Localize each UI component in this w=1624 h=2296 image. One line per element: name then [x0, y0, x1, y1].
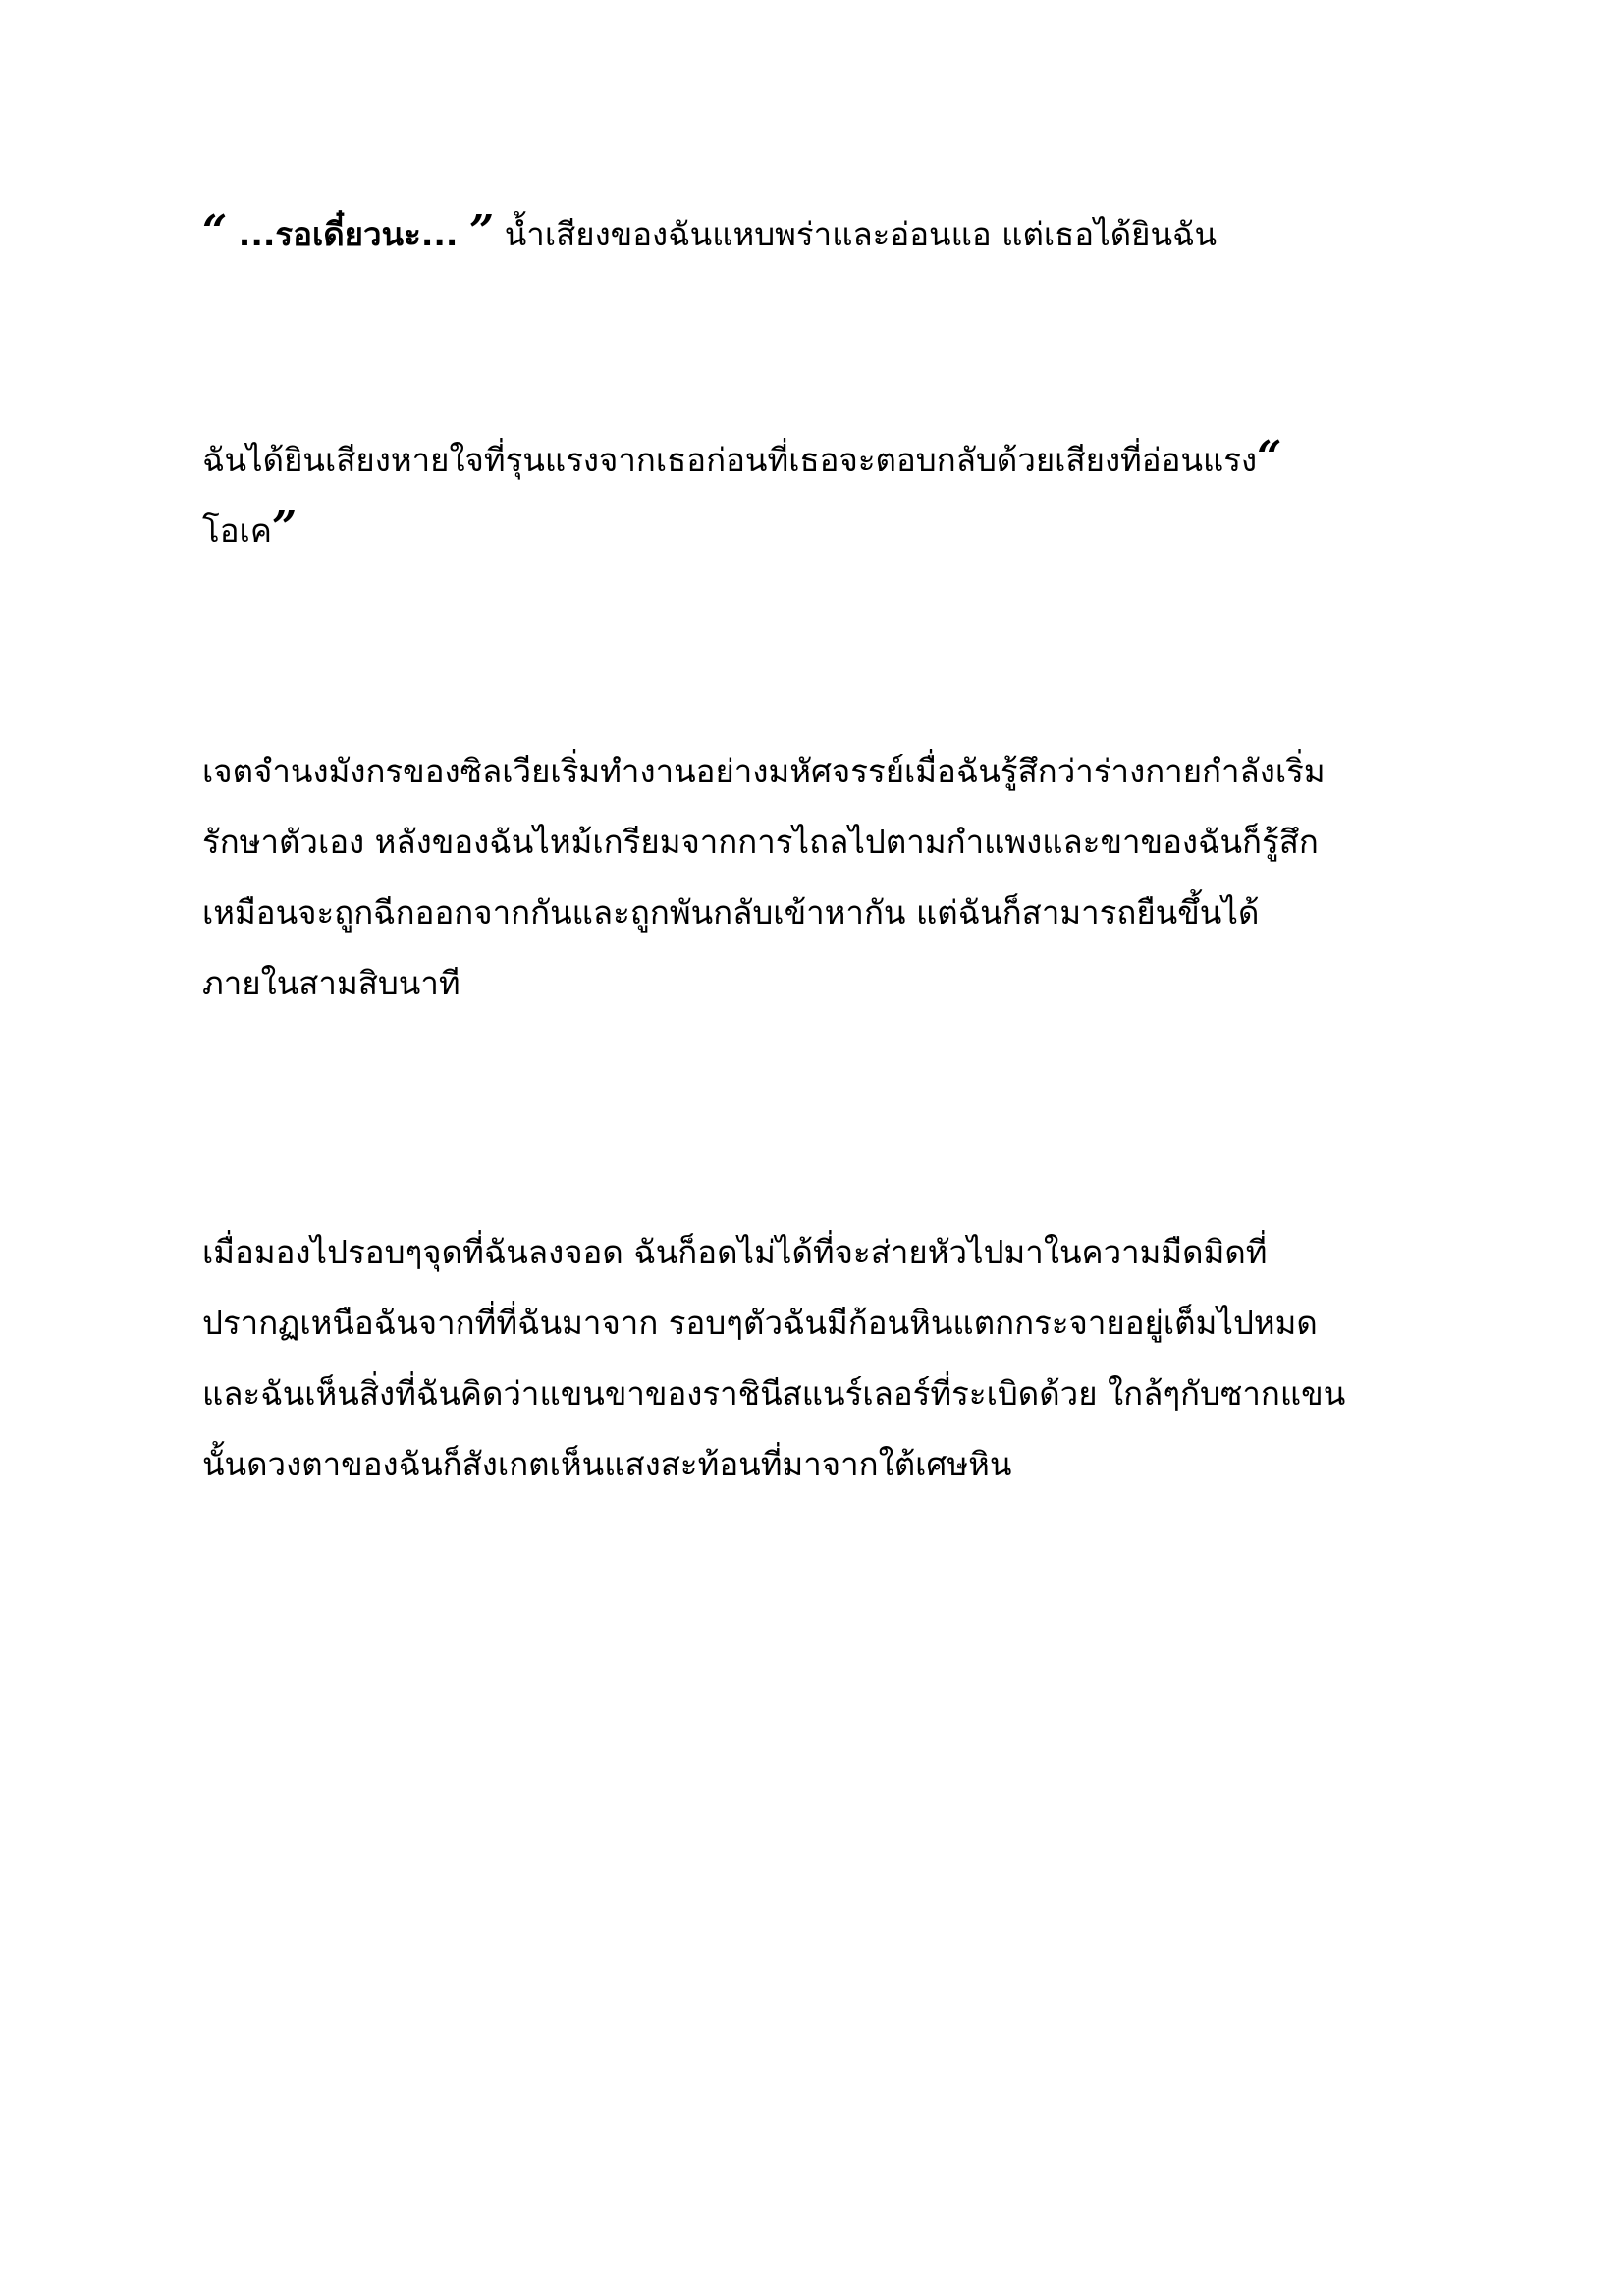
paragraph-4	[202, 1227, 1430, 1510]
dialogue-text: ...รอเดี๋ยวนะ...	[227, 215, 469, 253]
paragraph-line	[202, 206, 1430, 257]
paragraph-line	[202, 503, 1430, 554]
paragraph-line: นั้นดวงตาของฉันก็สังเกตเห็นแสงสะท้อนที่มาจากใต้เศษหิน	[202, 1445, 1012, 1483]
open-quote: “	[202, 206, 228, 256]
paragraph-line: เมื่อมองไปรอบๆจุดที่ฉันลงจอด ฉันก็อดไม่ได้ที่จะส่ายหัวไปมาในความมืดมิดที่	[202, 1233, 1268, 1271]
paragraph-line: เจตจำนงมังกรของซิลเวียเริ่มทำงานอย่างมหัศจรรย์เมื่อฉันรู้สึกว่าร่างกายกำลังเริ่ม	[202, 752, 1326, 790]
close-quote: ”	[271, 503, 298, 553]
paragraph-line: เหมือนจะถูกฉีกออกจากกันและถูกพันกลับเข้าหากัน แต่ฉันก็สามารถยืนขึ้นได้	[202, 893, 1260, 932]
paragraph-line: และฉันเห็นสิ่งที่ฉันคิดว่าแขนขาของราชินีสแนร์เลอร์ที่ระเบิดด้วย ใกล้ๆกับซากแขน	[202, 1374, 1346, 1413]
narration-text: น้ำเสียงของฉันแหบพร่าและอ่อนแอ แต่เธอได้ยินฉัน	[494, 215, 1218, 253]
paragraph-line: รักษาตัวเอง หลังของฉันไหม้เกรียมจากการไถลไปตามกำแพงและขาของฉันก็รู้สึก	[202, 823, 1319, 861]
paragraph-line: ภายในสามสิบนาที	[202, 964, 460, 1002]
paragraph-line: ปรากฏเหนือฉันจากที่ที่ฉันมาจาก รอบๆตัวฉันมีก้อนหินแตกกระจายอยู่เต็มไปหมด	[202, 1304, 1318, 1342]
paragraph-2	[202, 432, 1430, 554]
narration-text: ฉันได้ยินเสียงหายใจที่รุนแรงจากเธอก่อนที่เธอจะตอบกลับด้วยเสียงที่อ่อนแรง	[202, 441, 1258, 479]
paragraph-line	[202, 432, 1430, 503]
open-quote: “	[1257, 432, 1282, 482]
close-quote: ”	[468, 206, 495, 256]
paragraph-1	[202, 206, 1430, 257]
paragraph-3	[202, 746, 1430, 1029]
dialogue-text: โอเค	[202, 511, 272, 550]
